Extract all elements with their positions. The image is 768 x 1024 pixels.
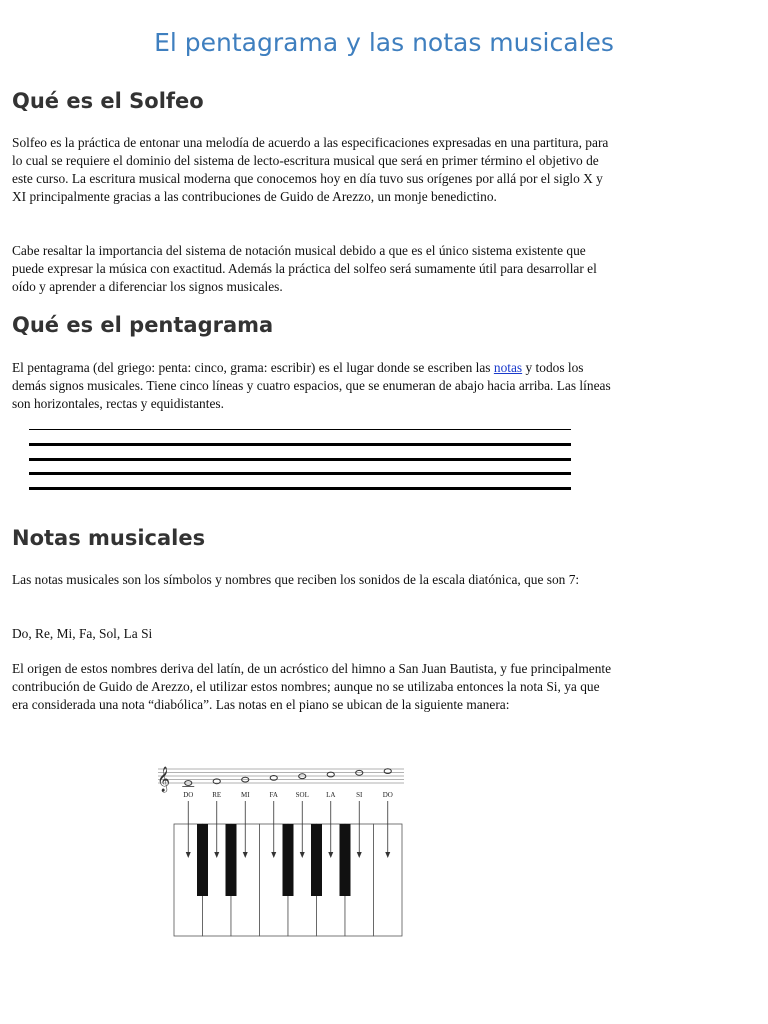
svg-text:𝄞: 𝄞 bbox=[157, 767, 171, 792]
piano-black-key bbox=[340, 824, 351, 896]
note-label: FA bbox=[269, 791, 278, 799]
note-label: SI bbox=[356, 791, 363, 799]
music-staff-lines bbox=[158, 769, 404, 783]
paragraph-pentagrama bbox=[12, 359, 612, 413]
note-label: RE bbox=[212, 791, 222, 799]
piano-notes-figure bbox=[152, 762, 408, 944]
note-label: LA bbox=[326, 791, 336, 799]
note-label: MI bbox=[240, 791, 250, 799]
note-label: DO bbox=[382, 791, 393, 799]
staff-line-1 bbox=[29, 487, 571, 490]
paragraph-pentagrama-text-start: El pentagrama (del griego: penta: cinco, grama: escribir) es el lugar donde se escriben las bbox=[12, 360, 494, 375]
notas-link[interactable]: notas bbox=[493, 360, 523, 375]
paragraph-notas-2: Do, Re, Mi, Fa, Sol, La Si bbox=[12, 626, 153, 641]
heading-notas: Notas musicales bbox=[12, 526, 206, 550]
paragraph-notas-1: Las notas musicales son los símbolos y nombres que reciben los sonidos de la escala diatónica, que son 7: bbox=[12, 572, 580, 587]
staff-illustration bbox=[29, 429, 571, 493]
staff-line-5 bbox=[29, 429, 571, 430]
paragraph-pentagrama-text-end: y todos los demás signos musicales. Tiene cinco líneas y cuatro espacios, que se enumeran de abajo hacia arriba. Las líneas son horizontales, rectas y equidistantes. bbox=[12, 360, 611, 411]
piano-black-key bbox=[311, 824, 322, 896]
staff-line-2 bbox=[29, 472, 571, 475]
staff-line-3 bbox=[29, 458, 571, 461]
paragraph-solfeo-1: Solfeo es la práctica de entonar una melodía de acuerdo a las especificaciones expresadas en una partitura, para lo cual se requiere el dominio del sistema de lecto-escritura musical que será en primer término el objetivo de este curso. La escritura musical moderna que conocemos hoy en día tuvo sus orígenes por allá por el siglo X y XI principalmente gracias a las contribuciones de Guido de Arezzo, un monje benedictino. bbox=[12, 135, 609, 204]
piano-keys-and-notes bbox=[174, 769, 402, 936]
treble-clef-icon bbox=[157, 766, 170, 792]
heading-solfeo: Qué es el Solfeo bbox=[12, 89, 204, 113]
piano-black-key bbox=[283, 824, 294, 896]
heading-pentagrama: Qué es el pentagrama bbox=[12, 313, 274, 337]
note-label: DO bbox=[183, 791, 194, 799]
paragraph-notas-3: El origen de estos nombres deriva del latín, de un acróstico del himno a San Juan Bautista, y fue principalmente contribución de Guido de Arezzo, el utilizar estos nombres; aunque no se utilizaba entonces la nota Si, ya que era considerada una nota “diabólica”. Las notas en el piano se ubican de la siguiente manera: bbox=[12, 661, 612, 712]
paragraph-solfeo-2: Cabe resaltar la importancia del sistema de notación musical debido a que es el único sistema existente que puede expresar la música con exactitud. Además la práctica del solfeo será sumamente útil para desarrollar el oído y aprender a diferenciar los signos musicales. bbox=[12, 243, 597, 294]
page-title: El pentagrama y las notas musicales bbox=[154, 28, 614, 57]
piano-black-key bbox=[197, 824, 208, 896]
piano-black-key bbox=[226, 824, 237, 896]
staff-line-4 bbox=[29, 443, 571, 446]
note-label: SOL bbox=[295, 791, 309, 799]
